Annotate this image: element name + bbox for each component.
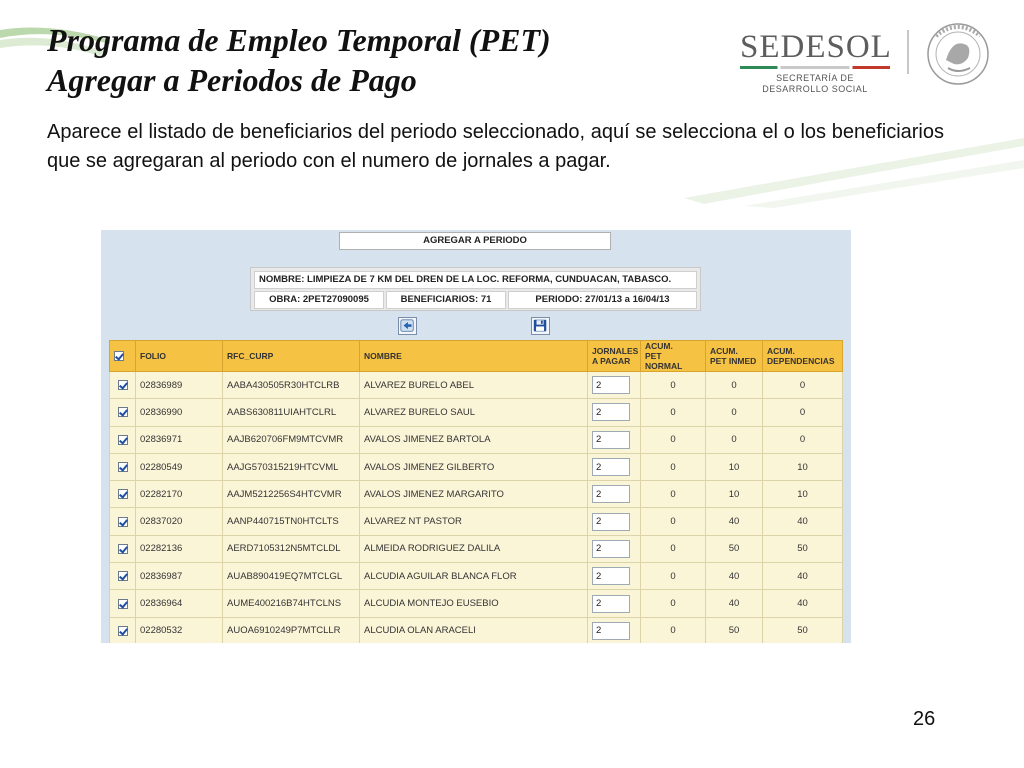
cell-acum-normal: 0	[641, 426, 706, 453]
cell-jornales	[588, 481, 641, 508]
row-checkbox[interactable]	[118, 571, 128, 581]
cell-jornales	[588, 426, 641, 453]
cell-folio: 02836987	[136, 563, 223, 590]
logo-flag-line	[740, 66, 890, 69]
cell-acum-normal: 0	[641, 399, 706, 426]
cell-rfc: AUOA6910249P7MTCLLR	[223, 617, 360, 643]
col-jornales: JORNALES A PAGAR	[588, 341, 641, 372]
table-header-row	[110, 341, 843, 372]
back-button[interactable]	[398, 317, 417, 335]
cell-folio: 02280532	[136, 617, 223, 643]
col-nombre: NOMBRE	[360, 341, 588, 372]
cell-jornales	[588, 563, 641, 590]
screenshot-panel	[101, 230, 851, 643]
jornales-input[interactable]	[592, 567, 630, 585]
cell-jornales	[588, 372, 641, 399]
cell-acum-normal: 0	[641, 535, 706, 562]
jornales-input[interactable]	[592, 403, 630, 421]
cell-nombre: ALCUDIA MONTEJO EUSEBIO	[360, 590, 588, 617]
title-line-2: Agregar a Periodos de Pago	[47, 62, 417, 98]
cell-rfc: AUAB890419EQ7MTCLGL	[223, 563, 360, 590]
cell-nombre: ALMEIDA RODRIGUEZ DALILA	[360, 535, 588, 562]
jornales-input[interactable]	[592, 595, 630, 613]
cell-acum-inmed: 50	[706, 535, 763, 562]
row-select-cell[interactable]	[110, 399, 136, 426]
cell-acum-dep: 40	[763, 508, 843, 535]
cell-nombre: AVALOS JIMENEZ BARTOLA	[360, 426, 588, 453]
select-all-cell[interactable]	[110, 341, 136, 372]
table-row	[110, 508, 843, 535]
cell-nombre: ALVAREZ BURELO ABEL	[360, 372, 588, 399]
cell-acum-normal: 0	[641, 508, 706, 535]
row-checkbox[interactable]	[118, 517, 128, 527]
floppy-disk-icon	[532, 318, 549, 334]
col-acum-normal: ACUM. PET NORMAL	[641, 341, 706, 372]
cell-acum-dep: 50	[763, 617, 843, 643]
project-info-box	[250, 267, 701, 311]
table-row	[110, 563, 843, 590]
row-checkbox[interactable]	[118, 626, 128, 636]
cell-folio: 02836989	[136, 372, 223, 399]
table-row	[110, 590, 843, 617]
cell-rfc: AANP440715TN0HTCLTS	[223, 508, 360, 535]
cell-acum-inmed: 50	[706, 617, 763, 643]
table-row	[110, 399, 843, 426]
cell-jornales	[588, 508, 641, 535]
cell-jornales	[588, 617, 641, 643]
table-row	[110, 453, 843, 480]
table-row	[110, 617, 843, 643]
cell-acum-normal: 0	[641, 481, 706, 508]
project-name: NOMBRE: LIMPIEZA DE 7 KM DEL DREN DE LA LOC. REFORMA, CUNDUACAN, TABASCO.	[254, 271, 697, 289]
cell-acum-dep: 10	[763, 453, 843, 480]
jornales-input[interactable]	[592, 513, 630, 531]
cell-nombre: AVALOS JIMENEZ MARGARITO	[360, 481, 588, 508]
row-checkbox[interactable]	[118, 462, 128, 472]
mexico-seal-icon	[918, 16, 998, 88]
jornales-input[interactable]	[592, 485, 630, 503]
cell-folio: 02836971	[136, 426, 223, 453]
col-acum-inmed: ACUM. PET INMED	[706, 341, 763, 372]
row-select-cell[interactable]	[110, 426, 136, 453]
cell-rfc: AAJB620706FM9MTCVMR	[223, 426, 360, 453]
cell-folio: 02836990	[136, 399, 223, 426]
sedesol-logo	[740, 30, 890, 92]
jornales-input[interactable]	[592, 458, 630, 476]
row-checkbox[interactable]	[118, 407, 128, 417]
cell-jornales	[588, 399, 641, 426]
col-acum-dep: ACUM. DEPENDENCIAS	[763, 341, 843, 372]
cell-acum-dep: 10	[763, 481, 843, 508]
cell-jornales	[588, 453, 641, 480]
cell-rfc: AAJM5212256S4HTCVMR	[223, 481, 360, 508]
col-folio: FOLIO	[136, 341, 223, 372]
cell-folio: 02282136	[136, 535, 223, 562]
row-checkbox[interactable]	[118, 489, 128, 499]
row-select-cell[interactable]	[110, 481, 136, 508]
table-row	[110, 426, 843, 453]
slide-description: Aparece el listado de beneficiarios del periodo seleccionado, aquí se selecciona el o los beneficiarios que se agregaran al periodo con el numero de jornales a pagar.	[47, 121, 944, 172]
logo-divider	[907, 30, 909, 74]
jornales-input[interactable]	[592, 622, 630, 640]
cell-nombre: ALCUDIA AGUILAR BLANCA FLOR	[360, 563, 588, 590]
cell-rfc: AUME400216B74HTCLNS	[223, 590, 360, 617]
cell-acum-normal: 0	[641, 590, 706, 617]
cell-acum-dep: 50	[763, 535, 843, 562]
cell-acum-normal: 0	[641, 372, 706, 399]
cell-rfc: AERD7105312N5MTCLDL	[223, 535, 360, 562]
row-select-cell[interactable]	[110, 453, 136, 480]
col-rfc: RFC_CURP	[223, 341, 360, 372]
row-select-cell[interactable]	[110, 372, 136, 399]
cell-rfc: AAJG570315219HTCVML	[223, 453, 360, 480]
cell-acum-normal: 0	[641, 617, 706, 643]
cell-acum-dep: 40	[763, 590, 843, 617]
jornales-input[interactable]	[592, 540, 630, 558]
table-row	[110, 481, 843, 508]
cell-jornales	[588, 535, 641, 562]
page-number: 26	[913, 708, 936, 730]
panel-title: AGREGAR A PERIODO	[339, 232, 611, 250]
row-checkbox[interactable]	[118, 380, 128, 390]
project-obra: OBRA: 2PET27090095	[254, 291, 384, 309]
cell-acum-inmed: 0	[706, 399, 763, 426]
logo-subtitle-1: SECRETARÍA DE	[776, 73, 854, 83]
row-checkbox[interactable]	[118, 544, 128, 554]
row-checkbox[interactable]	[118, 599, 128, 609]
table-row	[110, 372, 843, 399]
select-all-checkbox[interactable]	[114, 351, 124, 361]
cell-acum-normal: 0	[641, 563, 706, 590]
slide-title	[47, 20, 551, 100]
row-select-cell[interactable]	[110, 508, 136, 535]
row-select-cell[interactable]	[110, 590, 136, 617]
cell-acum-normal: 0	[641, 453, 706, 480]
cell-folio: 02282170	[136, 481, 223, 508]
cell-acum-inmed: 0	[706, 426, 763, 453]
cell-acum-inmed: 40	[706, 590, 763, 617]
cell-rfc: AABA430505R30HTCLRB	[223, 372, 360, 399]
cell-nombre: AVALOS JIMENEZ GILBERTO	[360, 453, 588, 480]
row-checkbox[interactable]	[118, 435, 128, 445]
cell-acum-inmed: 10	[706, 481, 763, 508]
row-select-cell[interactable]	[110, 563, 136, 590]
project-beneficiarios: BENEFICIARIOS: 71	[386, 291, 506, 309]
cell-jornales	[588, 590, 641, 617]
cell-acum-dep: 0	[763, 426, 843, 453]
logo-subtitle-2: DESARROLLO SOCIAL	[762, 84, 868, 94]
cell-acum-dep: 0	[763, 399, 843, 426]
cell-rfc: AABS630811UIAHTCLRL	[223, 399, 360, 426]
cell-acum-inmed: 10	[706, 453, 763, 480]
cell-nombre: ALCUDIA OLAN ARACELI	[360, 617, 588, 643]
cell-acum-inmed: 40	[706, 508, 763, 535]
beneficiaries-table	[109, 340, 843, 643]
cell-folio: 02280549	[136, 453, 223, 480]
cell-folio: 02837020	[136, 508, 223, 535]
jornales-input[interactable]	[592, 376, 630, 394]
save-button[interactable]	[531, 317, 550, 335]
cell-nombre: ALVAREZ BURELO SAUL	[360, 399, 588, 426]
title-line-1: Programa de Empleo Temporal (PET)	[47, 22, 551, 58]
row-select-cell[interactable]	[110, 535, 136, 562]
table-row	[110, 535, 843, 562]
cell-acum-inmed: 40	[706, 563, 763, 590]
project-periodo: PERIODO: 27/01/13 a 16/04/13	[508, 291, 697, 309]
cell-acum-dep: 0	[763, 372, 843, 399]
jornales-input[interactable]	[592, 431, 630, 449]
cell-acum-dep: 40	[763, 563, 843, 590]
row-select-cell[interactable]	[110, 617, 136, 643]
back-arrow-icon	[399, 318, 416, 334]
logo-name: SEDESOL	[740, 29, 892, 65]
cell-nombre: ALVAREZ NT PASTOR	[360, 508, 588, 535]
cell-folio: 02836964	[136, 590, 223, 617]
cell-acum-inmed: 0	[706, 372, 763, 399]
